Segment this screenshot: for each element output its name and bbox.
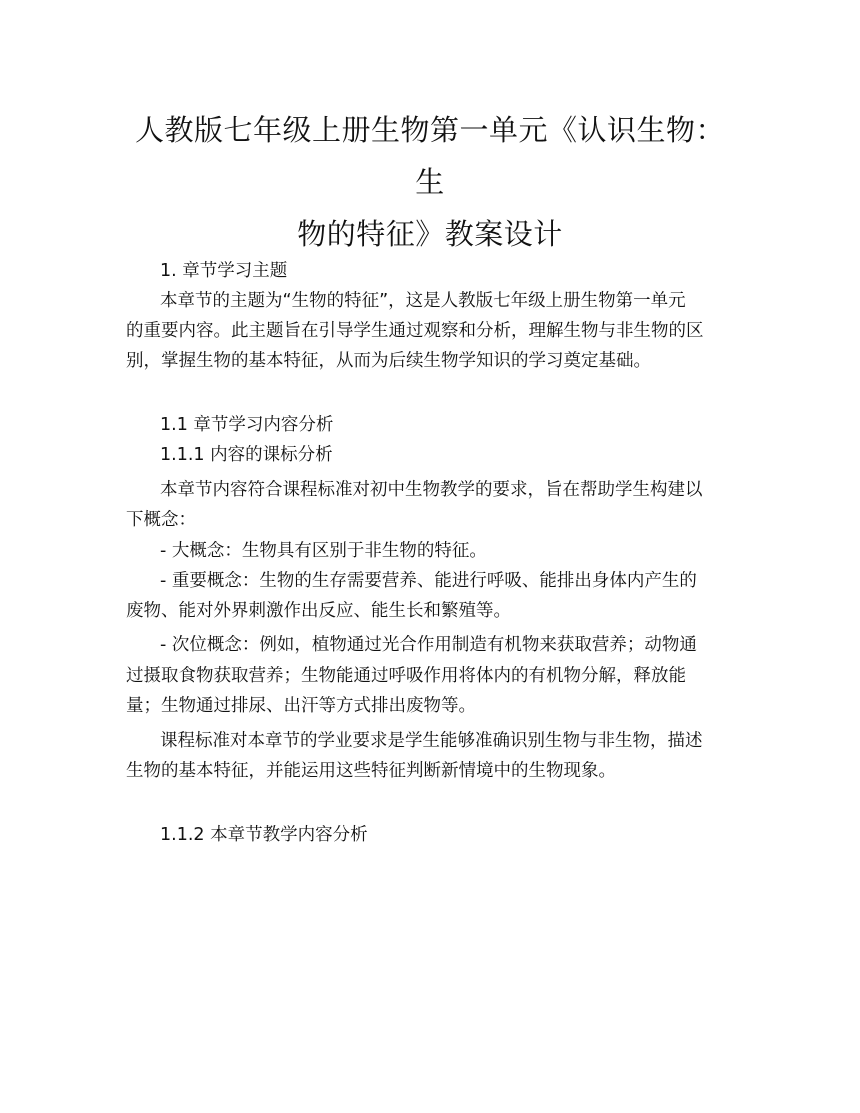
paragraph-line: 的重要内容。此主题旨在引导学生通过观察和分析，理解生物与非生物的区: [126, 321, 704, 341]
paragraph-line: 过摄取食物获取营养；生物能通过呼吸作用将体内的有机物分解，释放能: [126, 666, 686, 686]
document-title: [126, 104, 734, 260]
paragraph-line: 下概念：: [126, 510, 196, 530]
section-heading-1-1-2: 1.1.2 本章节教学内容分析: [160, 825, 368, 845]
bullet-line: - 大概念：生物具有区别于非生物的特征。: [160, 541, 487, 561]
paragraph-line: 本章节的主题为“生物的特征”，这是人教版七年级上册生物第一单元: [160, 291, 686, 311]
paragraph-line: 废物、能对外界刺激作出反应、能生长和繁殖等。: [126, 601, 511, 621]
title-line-1: 人教版七年级上册生物第一单元《认识生物：生: [134, 113, 725, 199]
section-heading-1-1: 1.1 章节学习内容分析: [160, 415, 334, 435]
section-heading-1-1-1: 1.1.1 内容的课标分析: [160, 445, 333, 465]
bullet-line: - 重要概念：生物的生存需要营养、能进行呼吸、能排出身体内产生的: [160, 571, 697, 591]
paragraph-line: 量；生物通过排尿、出汗等方式排出废物等。: [126, 696, 476, 716]
paragraph-line: 生物的基本特征，并能运用这些特征判断新情境中的生物现象。: [126, 761, 616, 781]
section-heading-1: 1. 章节学习主题: [160, 261, 288, 281]
bullet-line: - 次位概念：例如，植物通过光合作用制造有机物来获取营养；动物通: [160, 635, 697, 655]
paragraph-line: 别，掌握生物的基本特征，从而为后续生物学知识的学习奠定基础。: [126, 351, 651, 371]
paragraph-line: 本章节内容符合课程标准对初中生物教学的要求，旨在帮助学生构建以: [160, 480, 703, 500]
title-line-2: 物的特征》教案设计: [297, 217, 563, 251]
paragraph-line: 课程标准对本章节的学业要求是学生能够准确识别生物与非生物，描述: [160, 731, 703, 751]
